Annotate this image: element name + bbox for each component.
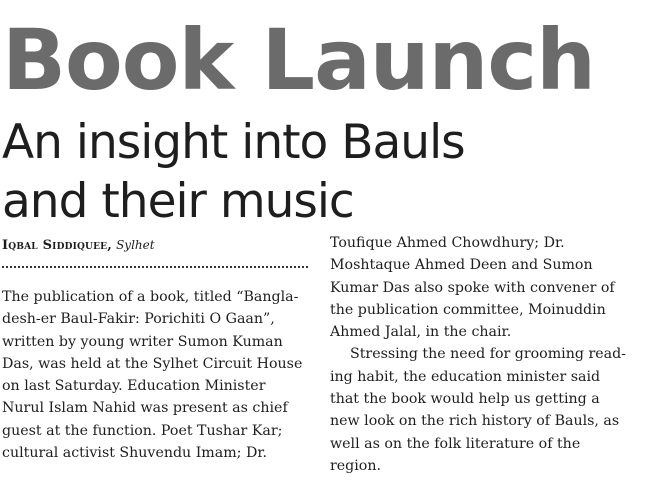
headline-line: and their music [2,174,354,229]
byline-divider [2,266,308,268]
headline [2,113,465,231]
body-line: new look on the rich history of Bauls, as [330,413,620,430]
body-line: Ahmed Jalal, in the chair. [330,324,512,341]
body-line-paragraph-start: Stressing the need for grooming read- [350,346,626,363]
body-line: desh-er Baul-Fakir: Porichiti O Gaan”, [2,311,275,328]
body-line: written by young writer Sumon Kuman [2,333,283,350]
body-line: on last Saturday. Education Minister [2,378,266,395]
byline [2,238,308,253]
byline-author: Iqbal Siddiquee, [2,238,112,253]
kicker-heading: Book Launch [2,11,595,109]
body-line: that the book would help us getting a [330,391,600,408]
headline-line: An insight into Bauls [2,115,465,170]
body-line: well as on the folk literature of the [330,435,581,452]
body-column-2 [330,232,650,477]
body-line: the publication committee, Moinuddin [330,301,606,318]
body-line: cultural activist Shuvendu Imam; Dr. [2,445,268,462]
body-line: region. [330,457,381,474]
body-line: Moshtaque Ahmed Deen and Sumon [330,257,593,274]
body-line: ing habit, the education minister said [330,368,601,385]
body-line: guest at the function. Poet Tushar Kar; [2,422,283,439]
body-column-1 [2,286,322,464]
body-line: Toufique Ahmed Chowdhury; Dr. [330,235,565,251]
body-line: The publication of a book, titled “Bangla- [2,289,299,305]
body-line: Kumar Das also spoke with convener of [330,279,615,296]
body-line: Das, was held at the Sylhet Circuit House [2,355,303,372]
byline-location: Sylhet [116,238,155,252]
body-line: Nurul Islam Nahid was present as chief [2,400,288,417]
